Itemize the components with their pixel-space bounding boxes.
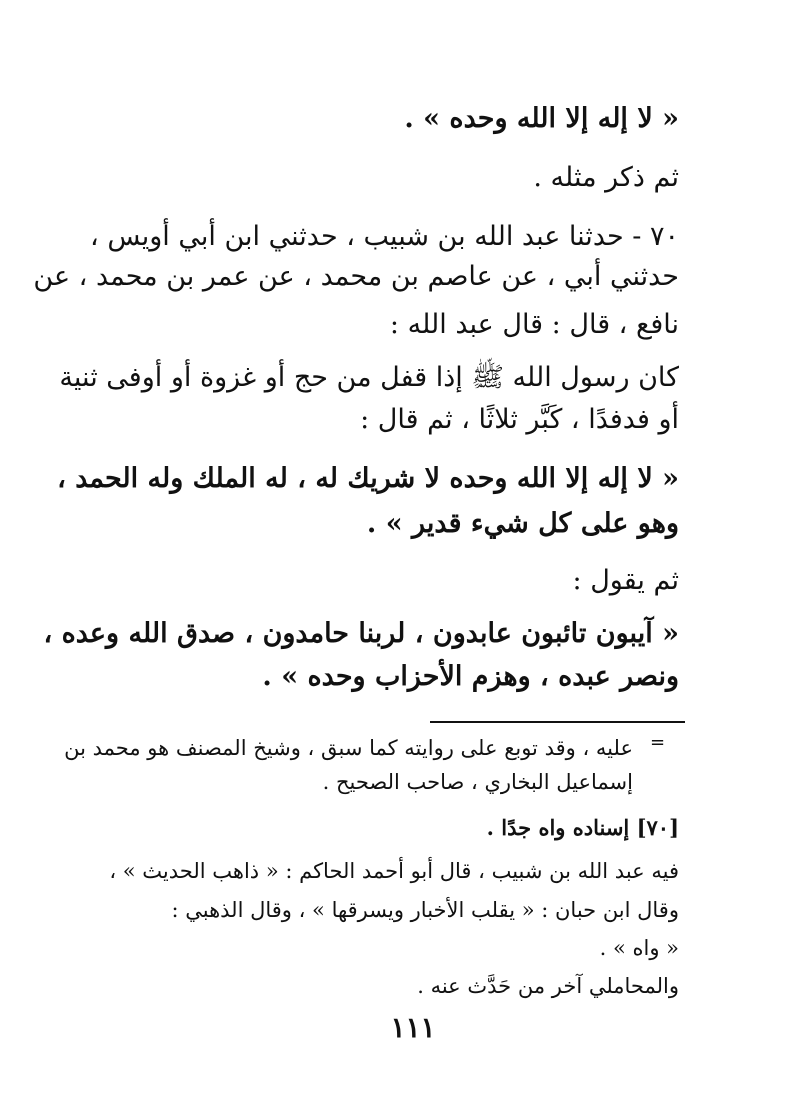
main-line-1: « لا إله إلا الله وحده » . bbox=[404, 103, 679, 134]
footnote-line-4: فيه عبد الله بن شبيب ، قال أبو أحمد الحاكم : « ذاهب الحديث » ، bbox=[109, 859, 679, 883]
main-line-5: نافع ، قال : قال عبد الله : bbox=[389, 309, 679, 340]
footnote-line-5: وقال ابن حبان : « يقلب الأخبار ويسرقها » ، وقال الذهبي : bbox=[171, 898, 679, 922]
main-line-8: « لا إله إلا الله وحده لا شريك له ، له الملك وله الحمد ، bbox=[57, 463, 679, 494]
footnote-divider bbox=[430, 721, 685, 723]
main-line-3: ٧٠ - حدثنا عبد الله بن شبيب ، حدثني ابن أبي أويس ، bbox=[90, 221, 679, 252]
main-line-10: ثم يقول : bbox=[572, 565, 679, 596]
footnote-line-2: إسماعيل البخاري ، صاحب الصحيح . bbox=[322, 770, 633, 794]
main-line-11: « آيبون تائبون عابدون ، لربنا حامدون ، صدق الله وعده ، bbox=[43, 618, 679, 649]
main-line-7: أو فدفدًا ، كَبَّر ثلاثًا ، ثم قال : bbox=[360, 404, 679, 435]
main-line-9: وهو على كل شيء قدير » . bbox=[366, 508, 679, 539]
main-line-4: حدثني أبي ، عن عاصم بن محمد ، عن عمر بن محمد ، عن bbox=[33, 261, 679, 292]
main-line-2: ثم ذكر مثله . bbox=[533, 162, 679, 193]
footnote-line-7: والمحاملي آخر من حَدَّث عنه . bbox=[417, 974, 679, 998]
main-line-12: ونصر عبده ، وهزم الأحزاب وحده » . bbox=[262, 661, 679, 692]
footnote-line-3: [٧٠] إسناده واه جدًا . bbox=[486, 815, 679, 840]
continuation-mark: = bbox=[650, 732, 666, 753]
footnote-line-1: عليه ، وقد توبع على روايته كما سبق ، وشيخ المصنف هو محمد بن bbox=[64, 736, 633, 760]
main-line-6: كان رسول الله ﷺ إذا قفل من حج أو غزوة أو أوفى ثنية bbox=[59, 362, 679, 393]
page-number: ١١١ bbox=[390, 1011, 436, 1044]
footnote-line-6: « واه » . bbox=[599, 936, 679, 960]
